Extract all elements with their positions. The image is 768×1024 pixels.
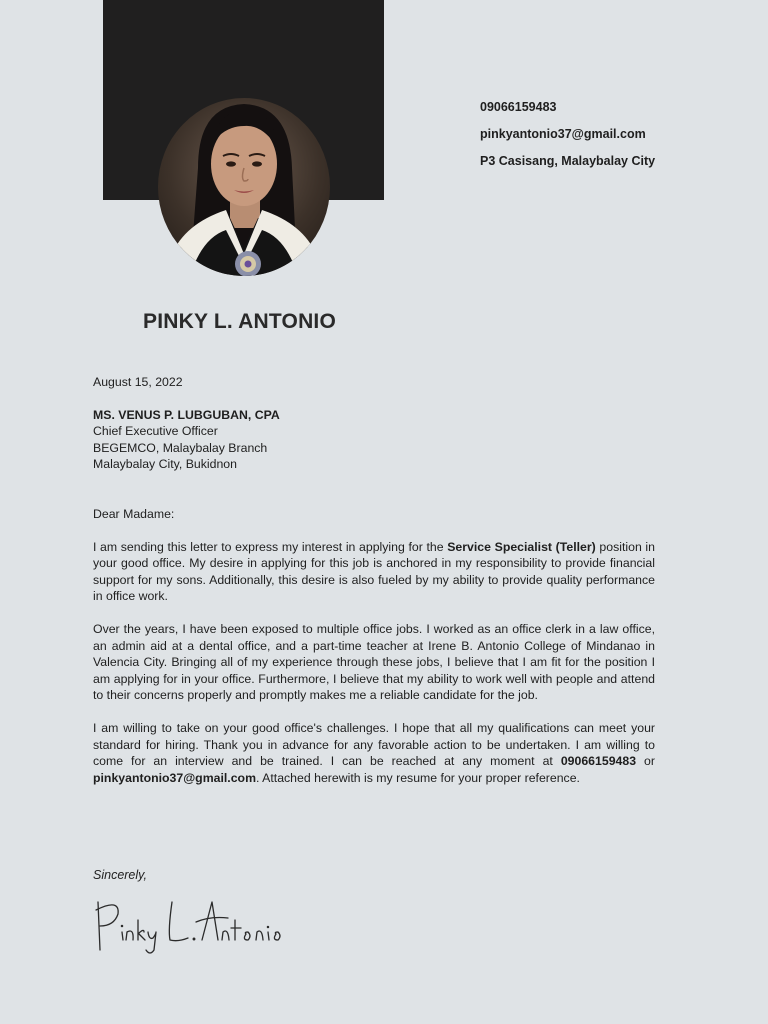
position-title: Service Specialist (Teller) — [447, 539, 596, 554]
closing: Sincerely, — [93, 868, 147, 882]
salutation: Dear Madame: — [93, 506, 175, 521]
letter-date: August 15, 2022 — [93, 375, 183, 389]
contact-address: P3 Casisang, Malaybalay City — [480, 154, 656, 168]
paragraph-3-text: I am willing to take on your good office's challenges. I hope that all my qualifications can meet your standard for hiring. Thank you in advance for any favorable action to be undertaken. I am willing to come for an interview and be trained. I can be reached at any moment at — [93, 720, 655, 769]
recipient-location: Malaybalay City, Bukidnon — [93, 457, 237, 472]
recipient-block — [93, 407, 655, 473]
recipient-name: MS. VENUS P. LUBGUBAN, CPA — [93, 407, 280, 422]
applicant-name: PINKY L. ANTONIO — [143, 310, 336, 333]
paragraph-1-text: I am sending this letter to express my interest in applying for the — [93, 539, 448, 554]
paragraph-3-text-end: . Attached herewith is my resume for your proper reference. — [256, 770, 580, 785]
inline-email: pinkyantonio37@gmail.com — [93, 770, 256, 785]
paragraph-3 — [93, 720, 655, 786]
inline-phone: 09066159483 — [560, 754, 637, 769]
contact-email: pinkyantonio37@gmail.com — [480, 127, 646, 141]
contact-info — [480, 98, 655, 179]
letter-body — [93, 374, 655, 802]
recipient-company: BEGEMCO, Malaybalay Branch — [93, 440, 268, 455]
contact-phone: 09066159483 — [480, 100, 557, 114]
paragraph-3-conjunction: or — [636, 754, 655, 769]
handwritten-signature — [90, 890, 290, 965]
paragraph-2: Over the years, I have been exposed to multiple office jobs. I worked as an office clerk in a law office, an admin aid at a dental office, and a part-time teacher at Irene B. Antonio College of Mindanao in Valencia City. Bringing all of my experience through these jobs, I believe that I am fit for the position I am applying for in your office. Furthermore, I believe that my ability to work well with people and attend to their concerns properly and promptly makes me a reliable candidate for the job. — [93, 621, 655, 703]
paragraph-1 — [93, 539, 655, 605]
profile-photo — [158, 98, 330, 276]
paragraph-1-text-end: position in your good office. My desire in applying for this job is anchored in my responsibility to provide financial support for my sons. Additionally, this desire is also fueled by my ability to provide quality performance in office work. — [93, 539, 655, 604]
recipient-title: Chief Executive Officer — [93, 424, 218, 439]
